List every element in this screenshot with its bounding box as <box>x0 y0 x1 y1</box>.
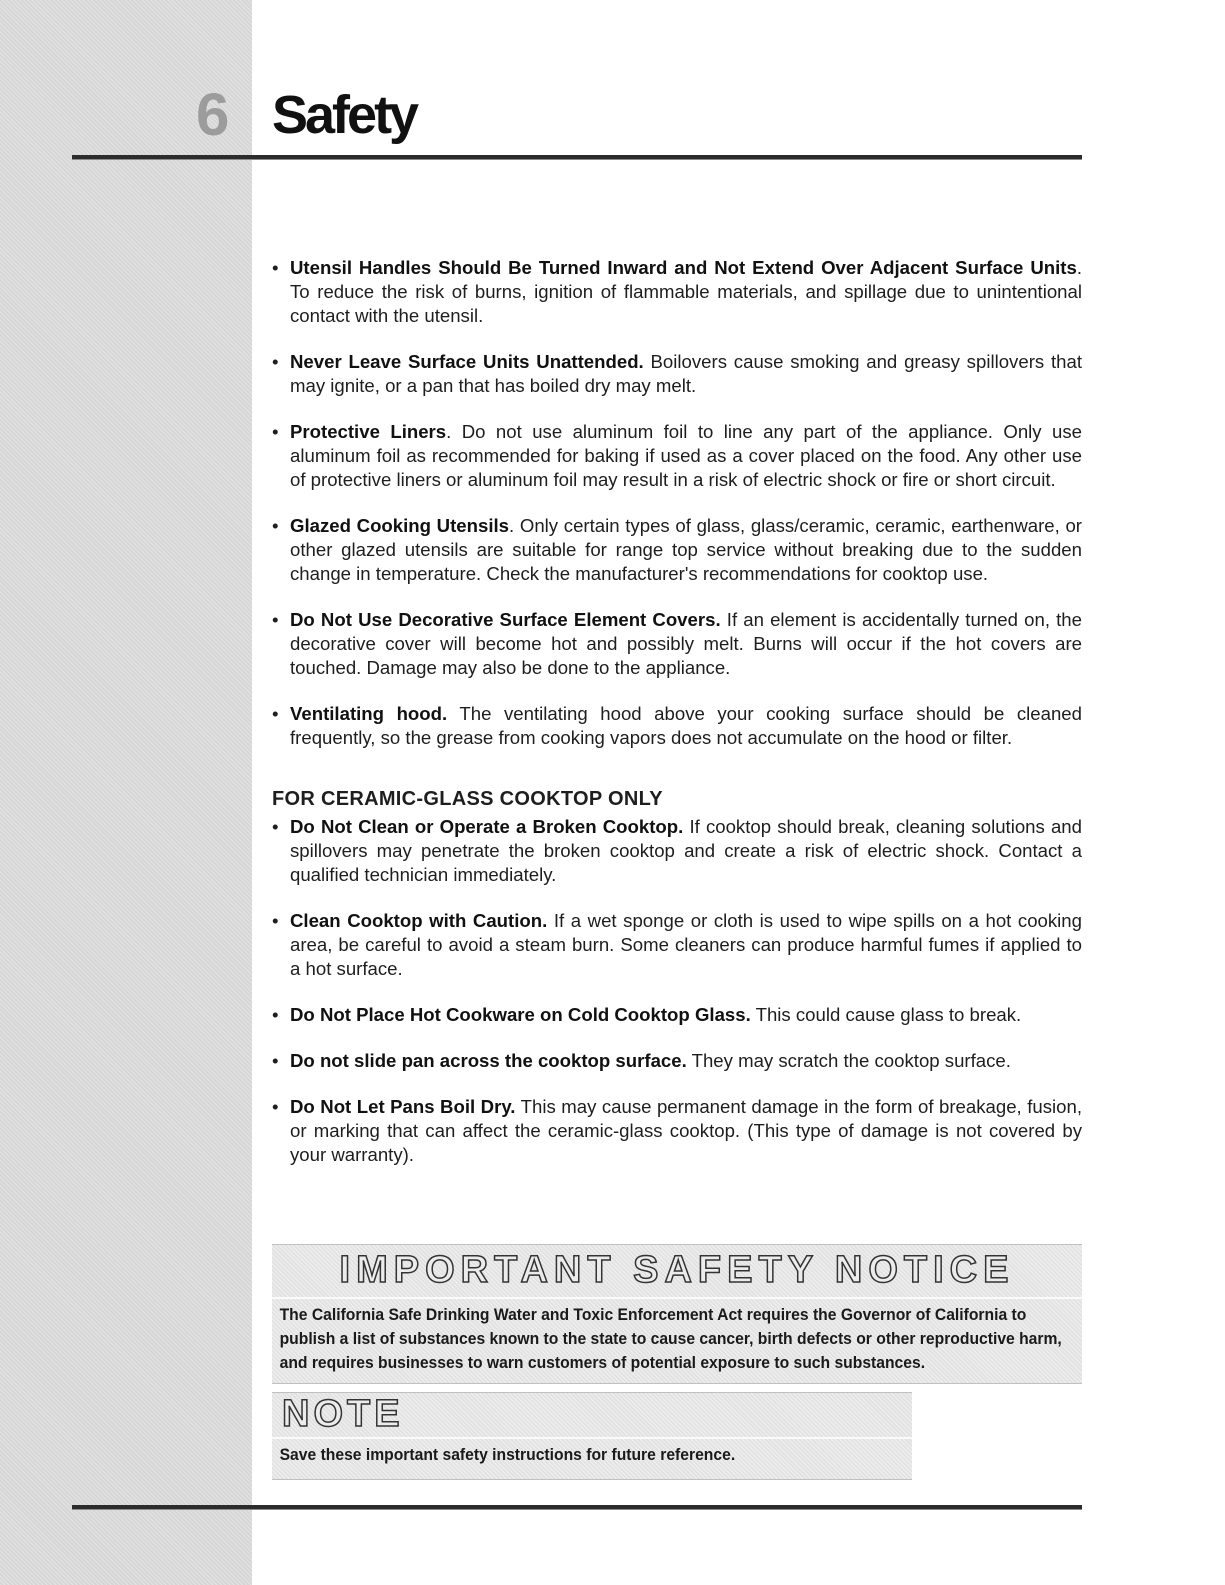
bullet-item: • Never Leave Surface Units Unattended. Boilovers cause smoking and greasy spillovers that may ignite, or a pan that has boiled dry may melt. <box>272 350 1082 398</box>
chapter-number: 6 <box>196 81 229 148</box>
bullet-item: • Utensil Handles Should Be Turned Inward and Not Extend Over Adjacent Surface Units. To reduce the risk of burns, ignition of flammable materials, and spillage due to unintentional contact with the utensil. <box>272 256 1082 328</box>
note-title: NOTE <box>282 1393 404 1435</box>
bullet-item: • Ventilating hood. The ventilating hood above your cooking surface should be cleaned frequently, so the grease from cooking vapors does not accumulate on the hood or filter. <box>272 702 1082 750</box>
ceramic-bullet-item: • Clean Cooktop with Caution. If a wet sponge or cloth is used to wipe spills on a hot cooking area, be careful to avoid a steam burn. Some cleaners can produce harmful fumes if applied to a hot surface. <box>272 909 1082 981</box>
bullet-item: • Protective Liners. Do not use aluminum foil to line any part of the appliance. Only use aluminum foil as recommended for baking if used as a cover placed on the food. Any other use of protective liners or aluminum foil may result in a risk of electric shock or fire or short circuit. <box>272 420 1082 492</box>
notice-body: The California Safe Drinking Water and Toxic Enforcement Act requires the Governor of California to publish a list of substances known to the state to cause cancer, birth defects or other reproductive harm, and requires businesses to warn customers of potential exposure to such substances. <box>279 1306 1062 1372</box>
notice-divider <box>272 1297 1082 1299</box>
page-title: Safety <box>272 85 417 145</box>
ceramic-bullet-item: • Do Not Place Hot Cookware on Cold Cooktop Glass. This could cause glass to break. <box>272 1003 1082 1027</box>
ceramic-bullet-item: • Do Not Let Pans Boil Dry. This may cause permanent damage in the form of breakage, fusion, or marking that can affect the ceramic-glass cooktop. (This type of damage is not covered by your warranty). <box>272 1095 1082 1167</box>
left-margin-band <box>0 0 252 1585</box>
footer-rule <box>72 1505 1082 1510</box>
note-box <box>272 1392 912 1480</box>
ceramic-bullet-item: • Do not slide pan across the cooktop surface. They may scratch the cooktop surface. <box>272 1049 1082 1073</box>
ceramic-bullet-item: • Do Not Clean or Operate a Broken Cooktop. If cooktop should break, cleaning solutions and spillovers may penetrate the broken cooktop and create a risk of electric shock. Contact a qualified technician immediately. <box>272 815 1082 887</box>
bullet-item: • Do Not Use Decorative Surface Element Covers. If an element is accidentally turned on, the decorative cover will become hot and possibly melt. Burns will occur if the hot covers are touched. Damage may also be done to the appliance. <box>272 608 1082 680</box>
section-heading: FOR CERAMIC-GLASS COOKTOP ONLY <box>272 788 663 810</box>
header-rule <box>72 155 1082 160</box>
safety-content <box>272 256 1082 1189</box>
note-body: Save these important safety instructions for future reference. <box>279 1446 736 1464</box>
important-safety-notice-box <box>272 1244 1082 1384</box>
note-divider <box>272 1437 912 1439</box>
bullet-item: • Glazed Cooking Utensils. Only certain types of glass, glass/ceramic, ceramic, earthenware, or other glazed utensils are suitable for range top service without breaking due to the sudden change in temperature. Check the manufacturer's recommendations for cooktop use. <box>272 514 1082 586</box>
notice-title: IMPORTANT SAFETY NOTICE <box>339 1249 1015 1291</box>
